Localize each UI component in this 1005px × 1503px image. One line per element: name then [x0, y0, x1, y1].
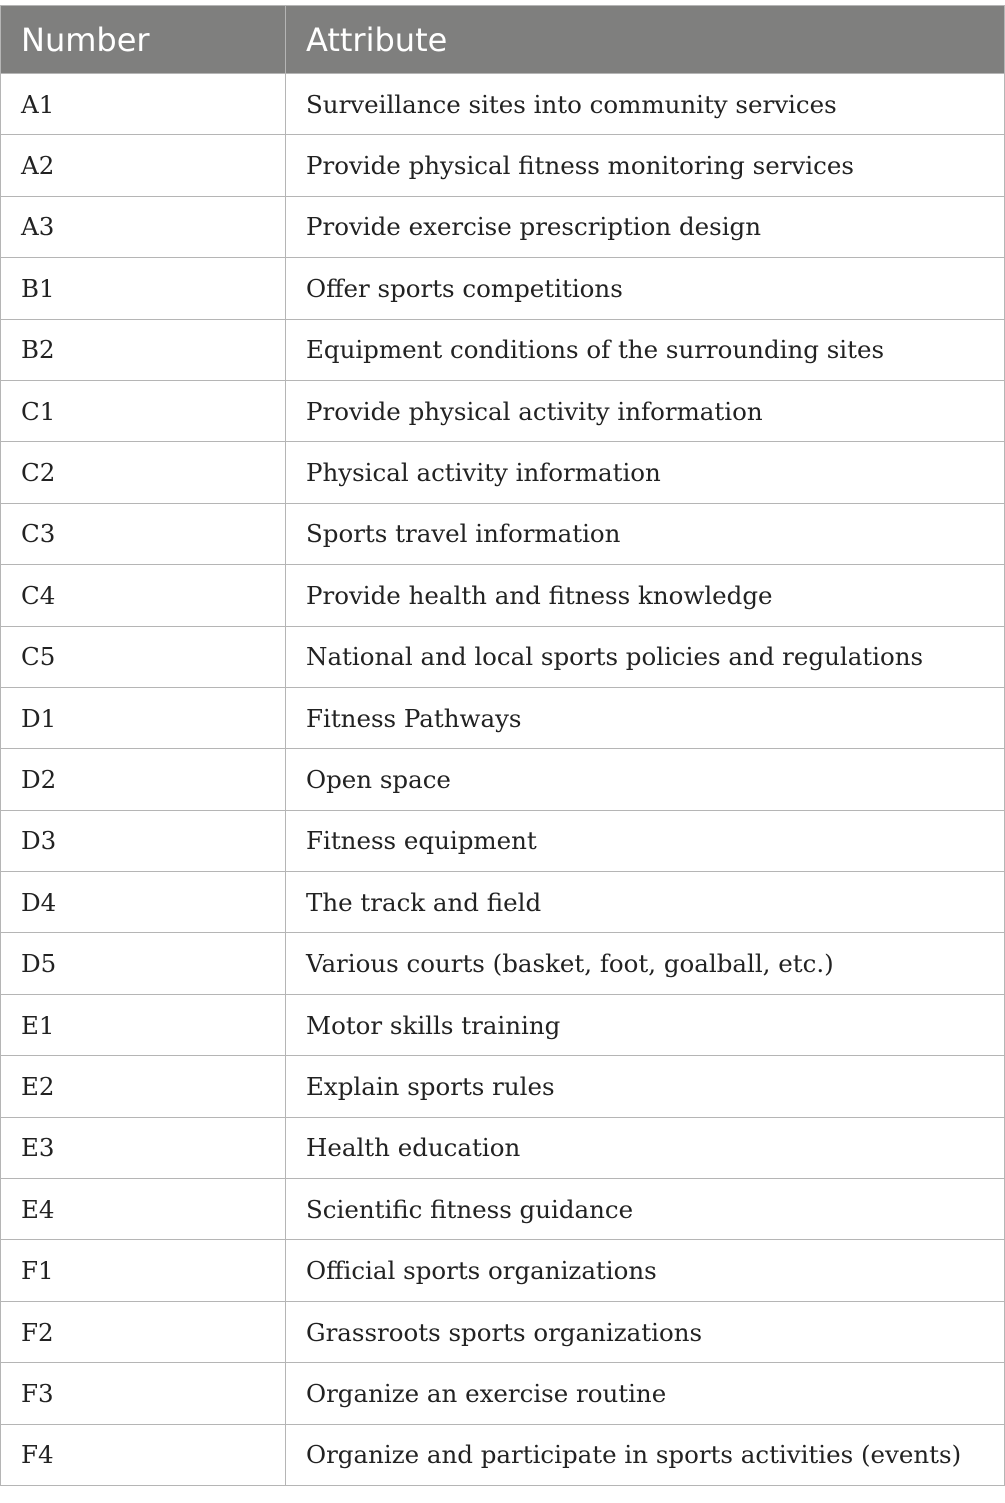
- number-cell: A3: [1, 196, 286, 257]
- number-cell: D2: [1, 749, 286, 810]
- number-cell: F4: [1, 1424, 286, 1485]
- table-row: [1, 1240, 1005, 1301]
- number-cell: E4: [1, 1179, 286, 1240]
- table-row: [1, 565, 1005, 626]
- number-cell: C2: [1, 442, 286, 503]
- attribute-cell: Grassroots sports organizations: [286, 1301, 1005, 1362]
- table-row: [1, 1363, 1005, 1424]
- attribute-cell: Provide health and fitness knowledge: [286, 565, 1005, 626]
- attribute-cell: Fitness Pathways: [286, 687, 1005, 748]
- table-row: [1, 1424, 1005, 1485]
- attribute-cell: Surveillance sites into community services: [286, 74, 1005, 135]
- number-cell: D4: [1, 872, 286, 933]
- attribute-cell: Offer sports competitions: [286, 258, 1005, 319]
- attribute-cell: Open space: [286, 749, 1005, 810]
- number-cell: B1: [1, 258, 286, 319]
- table-row: [1, 626, 1005, 687]
- attribute-cell: Provide physical activity information: [286, 380, 1005, 441]
- number-cell: E2: [1, 1056, 286, 1117]
- table-row: [1, 74, 1005, 135]
- attribute-cell: Provide exercise prescription design: [286, 196, 1005, 257]
- number-cell: E1: [1, 994, 286, 1055]
- number-cell: E3: [1, 1117, 286, 1178]
- table-row: [1, 1179, 1005, 1240]
- table-row: [1, 749, 1005, 810]
- attribute-cell: Fitness equipment: [286, 810, 1005, 871]
- number-cell: D3: [1, 810, 286, 871]
- table-header-row: [1, 6, 1005, 74]
- number-cell: C5: [1, 626, 286, 687]
- column-header-attribute: Attribute: [286, 6, 1005, 74]
- table-row: [1, 810, 1005, 871]
- number-cell: D1: [1, 687, 286, 748]
- table-body: [1, 74, 1005, 1486]
- number-cell: A1: [1, 74, 286, 135]
- attribute-cell: Various courts (basket, foot, goalball, etc.): [286, 933, 1005, 994]
- table-row: [1, 135, 1005, 196]
- table-row: [1, 319, 1005, 380]
- table-row: [1, 933, 1005, 994]
- table-row: [1, 1301, 1005, 1362]
- attribute-cell: Scientific fitness guidance: [286, 1179, 1005, 1240]
- attribute-cell: The track and field: [286, 872, 1005, 933]
- number-cell: D5: [1, 933, 286, 994]
- attribute-cell: Organize an exercise routine: [286, 1363, 1005, 1424]
- attribute-cell: Provide physical fitness monitoring services: [286, 135, 1005, 196]
- number-cell: B2: [1, 319, 286, 380]
- number-cell: F2: [1, 1301, 286, 1362]
- number-cell: F3: [1, 1363, 286, 1424]
- table-row: [1, 380, 1005, 441]
- table-row: [1, 258, 1005, 319]
- table-row: [1, 687, 1005, 748]
- attribute-table: [0, 5, 1005, 1486]
- attribute-cell: Health education: [286, 1117, 1005, 1178]
- table-row: [1, 1056, 1005, 1117]
- attribute-cell: Explain sports rules: [286, 1056, 1005, 1117]
- table-row: [1, 442, 1005, 503]
- attribute-cell: Motor skills training: [286, 994, 1005, 1055]
- number-cell: C1: [1, 380, 286, 441]
- attribute-cell: Physical activity information: [286, 442, 1005, 503]
- attribute-cell: Official sports organizations: [286, 1240, 1005, 1301]
- attribute-cell: Sports travel information: [286, 503, 1005, 564]
- table-row: [1, 196, 1005, 257]
- table-row: [1, 1117, 1005, 1178]
- table-row: [1, 994, 1005, 1055]
- attribute-cell: Equipment conditions of the surrounding sites: [286, 319, 1005, 380]
- number-cell: A2: [1, 135, 286, 196]
- table-row: [1, 503, 1005, 564]
- column-header-number: Number: [1, 6, 286, 74]
- number-cell: F1: [1, 1240, 286, 1301]
- table-row: [1, 872, 1005, 933]
- attribute-cell: Organize and participate in sports activities (events): [286, 1424, 1005, 1485]
- attribute-cell: National and local sports policies and regulations: [286, 626, 1005, 687]
- number-cell: C4: [1, 565, 286, 626]
- number-cell: C3: [1, 503, 286, 564]
